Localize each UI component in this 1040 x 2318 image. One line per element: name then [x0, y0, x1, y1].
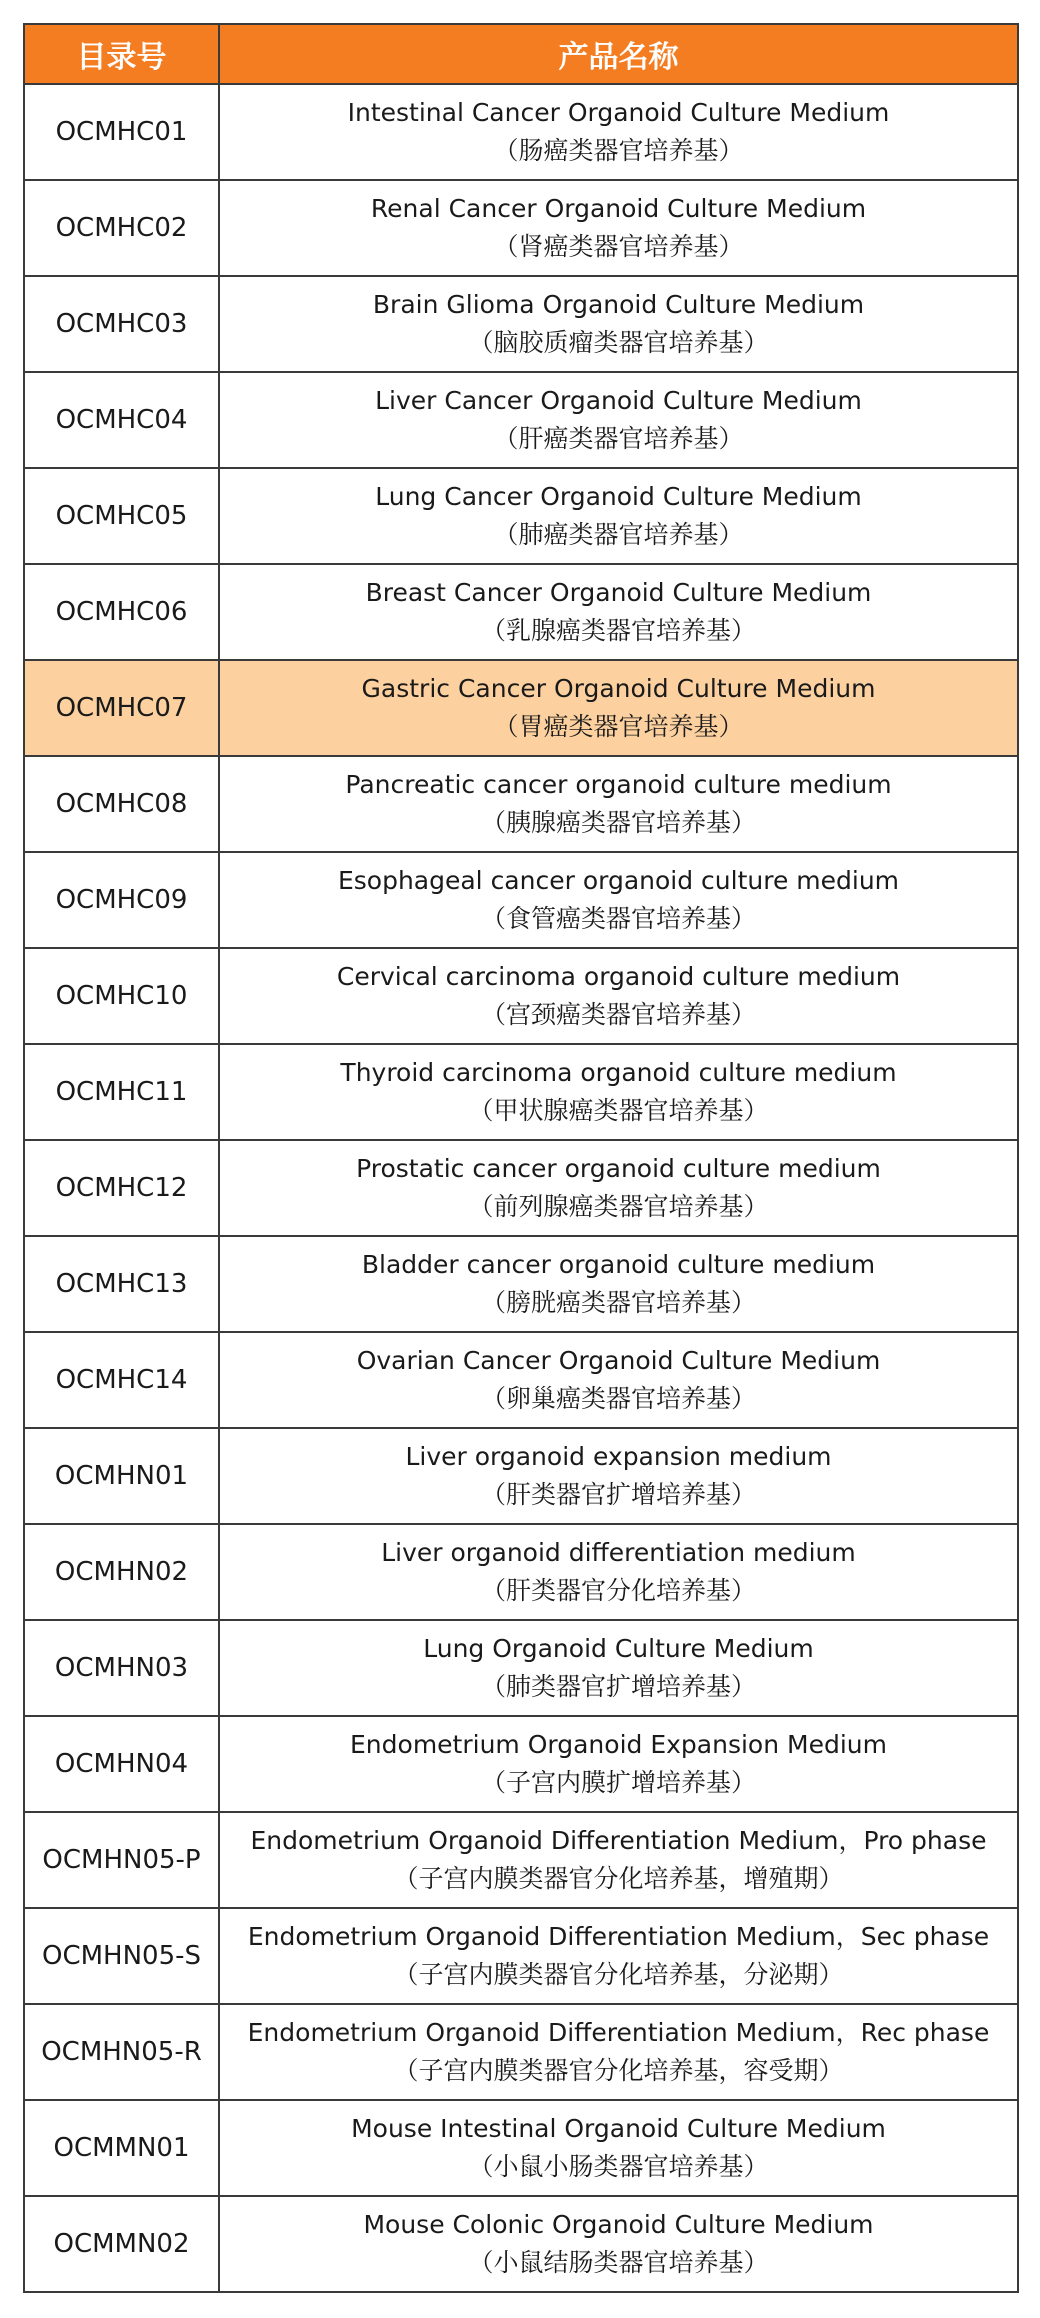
table-body — [24, 84, 1018, 2292]
product-name-chinese: （小鼠结肠类器官培养基） — [468, 2248, 769, 2277]
catalog-number-cell: OCMHC08 — [24, 756, 219, 852]
product-name-cell — [219, 1044, 1018, 1140]
product-name-cell — [219, 1716, 1018, 1812]
catalog-number-cell: OCMHC11 — [24, 1044, 219, 1140]
product-name-cell — [219, 468, 1018, 564]
table-row — [24, 2100, 1018, 2196]
catalog-number-cell: OCMMN01 — [24, 2100, 219, 2196]
table-row — [24, 84, 1018, 180]
product-name-cell — [219, 2100, 1018, 2196]
product-name-chinese: （肝类器官分化培养基） — [480, 1576, 756, 1605]
product-name-cell — [219, 756, 1018, 852]
table-row — [24, 1524, 1018, 1620]
product-name-chinese: （宫颈癌类器官培养基） — [480, 1000, 756, 1029]
product-name-english: Brain Glioma Organoid Culture Medium — [372, 290, 865, 319]
catalog-number-cell: OCMHC04 — [24, 372, 219, 468]
catalog-number-cell: OCMHN02 — [24, 1524, 219, 1620]
table-row — [24, 1716, 1018, 1812]
product-name-english: Liver organoid differentiation medium — [381, 1538, 856, 1567]
product-name-english: Renal Cancer Organoid Culture Medium — [370, 194, 867, 223]
product-name-chinese: （肝癌类器官培养基） — [493, 424, 744, 453]
catalog-number-cell: OCMHC07 — [24, 660, 219, 756]
product-name-english: Lung Organoid Culture Medium — [423, 1634, 814, 1663]
product-name-chinese: （肺癌类器官培养基） — [493, 520, 744, 549]
product-name-english: Mouse Colonic Organoid Culture Medium — [363, 2210, 874, 2239]
product-name-cell — [219, 948, 1018, 1044]
catalog-number-cell: OCMHC03 — [24, 276, 219, 372]
table-row — [24, 2196, 1018, 2292]
table-row — [24, 276, 1018, 372]
table-row — [24, 852, 1018, 948]
catalog-number-cell: OCMHC14 — [24, 1332, 219, 1428]
product-name-cell — [219, 1428, 1018, 1524]
product-name-chinese: （肾癌类器官培养基） — [493, 232, 744, 261]
product-name-english: Endometrium Organoid Differentiation Medium，Rec phase — [247, 2018, 990, 2047]
catalog-number-cell: OCMHC10 — [24, 948, 219, 1044]
product-name-chinese: （膀胱癌类器官培养基） — [480, 1288, 756, 1317]
product-name-english: Intestinal Cancer Organoid Culture Medium — [347, 98, 890, 127]
product-name-english: Prostatic cancer organoid culture medium — [356, 1154, 881, 1183]
catalog-number-cell: OCMHN01 — [24, 1428, 219, 1524]
catalog-number-cell: OCMHC13 — [24, 1236, 219, 1332]
catalog-number-cell: OCMHC02 — [24, 180, 219, 276]
product-name-english: Thyroid carcinoma organoid culture medium — [340, 1058, 897, 1087]
product-name-cell — [219, 2004, 1018, 2100]
table-header — [24, 24, 1018, 84]
product-name-english: Esophageal cancer organoid culture medium — [337, 866, 900, 895]
product-name-english: Ovarian Cancer Organoid Culture Medium — [356, 1346, 881, 1375]
product-name-english: Endometrium Organoid Differentiation Medium，Sec phase — [247, 1922, 990, 1951]
catalog-number-cell: OCMMN02 — [24, 2196, 219, 2292]
catalog-number-cell: OCMHN05-R — [24, 2004, 219, 2100]
table-row — [24, 660, 1018, 756]
table-row — [24, 468, 1018, 564]
column-header-product-name: 产品名称 — [219, 24, 1018, 84]
table-row — [24, 1908, 1018, 2004]
table-row — [24, 372, 1018, 468]
product-name-chinese: （胰腺癌类器官培养基） — [480, 808, 756, 837]
table-row — [24, 1044, 1018, 1140]
table-row — [24, 756, 1018, 852]
column-header-catalog-no: 目录号 — [24, 24, 219, 84]
product-name-chinese: （子宫内膜扩增培养基） — [480, 1768, 756, 1797]
catalog-number-cell: OCMHC06 — [24, 564, 219, 660]
product-name-english: Mouse Intestinal Organoid Culture Medium — [351, 2114, 886, 2143]
product-name-cell — [219, 852, 1018, 948]
product-name-english: Liver Cancer Organoid Culture Medium — [375, 386, 862, 415]
product-name-chinese: （肠癌类器官培养基） — [493, 136, 744, 165]
product-name-english: Lung Cancer Organoid Culture Medium — [375, 482, 862, 511]
product-name-cell — [219, 1620, 1018, 1716]
product-name-cell — [219, 84, 1018, 180]
product-name-cell — [219, 1812, 1018, 1908]
catalog-number-cell: OCMHN05-S — [24, 1908, 219, 2004]
catalog-number-cell: OCMHC12 — [24, 1140, 219, 1236]
table-row — [24, 1332, 1018, 1428]
product-name-cell — [219, 1140, 1018, 1236]
product-name-english: Gastric Cancer Organoid Culture Medium — [361, 674, 876, 703]
table-row — [24, 1812, 1018, 1908]
product-name-cell — [219, 1236, 1018, 1332]
product-name-chinese: （子宫内膜类器官分化培养基，容受期） — [393, 2056, 844, 2085]
product-name-chinese: （脑胶质瘤类器官培养基） — [468, 328, 769, 357]
product-name-cell — [219, 564, 1018, 660]
catalog-number-cell: OCMHC05 — [24, 468, 219, 564]
product-name-chinese: （乳腺癌类器官培养基） — [480, 616, 756, 645]
product-name-chinese: （肺类器官扩增培养基） — [480, 1672, 756, 1701]
catalog-number-cell: OCMHN05-P — [24, 1812, 219, 1908]
product-name-cell — [219, 372, 1018, 468]
product-name-english: Pancreatic cancer organoid culture medium — [345, 770, 892, 799]
product-name-english: Endometrium Organoid Expansion Medium — [350, 1730, 887, 1759]
catalog-number-cell: OCMHC01 — [24, 84, 219, 180]
product-name-chinese: （子宫内膜类器官分化培养基，增殖期） — [393, 1864, 844, 1893]
catalog-table-wrapper — [23, 23, 1017, 2293]
product-name-cell — [219, 180, 1018, 276]
table-row — [24, 1236, 1018, 1332]
header-row — [24, 24, 1018, 84]
product-name-chinese: （小鼠小肠类器官培养基） — [468, 2152, 769, 2181]
table-row — [24, 948, 1018, 1044]
product-name-chinese: （食管癌类器官培养基） — [480, 904, 756, 933]
product-name-cell — [219, 1332, 1018, 1428]
product-name-cell — [219, 1524, 1018, 1620]
product-name-cell — [219, 276, 1018, 372]
product-name-chinese: （卵巢癌类器官培养基） — [480, 1384, 756, 1413]
table-row — [24, 564, 1018, 660]
product-name-english: Breast Cancer Organoid Culture Medium — [365, 578, 872, 607]
catalog-number-cell: OCMHC09 — [24, 852, 219, 948]
product-name-cell — [219, 1908, 1018, 2004]
catalog-number-cell: OCMHN04 — [24, 1716, 219, 1812]
table-row — [24, 1428, 1018, 1524]
product-name-chinese: （甲状腺癌类器官培养基） — [468, 1096, 769, 1125]
table-row — [24, 2004, 1018, 2100]
product-name-cell — [219, 2196, 1018, 2292]
table-row — [24, 1620, 1018, 1716]
product-name-english: Cervical carcinoma organoid culture medium — [336, 962, 901, 991]
product-name-chinese: （前列腺癌类器官培养基） — [468, 1192, 769, 1221]
table-row — [24, 180, 1018, 276]
product-name-chinese: （胃癌类器官培养基） — [493, 712, 744, 741]
table-row — [24, 1140, 1018, 1236]
product-name-english: Bladder cancer organoid culture medium — [361, 1250, 876, 1279]
product-catalog-table — [23, 23, 1019, 2293]
catalog-number-cell: OCMHN03 — [24, 1620, 219, 1716]
product-name-english: Endometrium Organoid Differentiation Medium，Pro phase — [250, 1826, 987, 1855]
product-name-chinese: （子宫内膜类器官分化培养基，分泌期） — [393, 1960, 844, 1989]
product-name-cell — [219, 660, 1018, 756]
product-name-chinese: （肝类器官扩增培养基） — [480, 1480, 756, 1509]
product-name-english: Liver organoid expansion medium — [405, 1442, 832, 1471]
